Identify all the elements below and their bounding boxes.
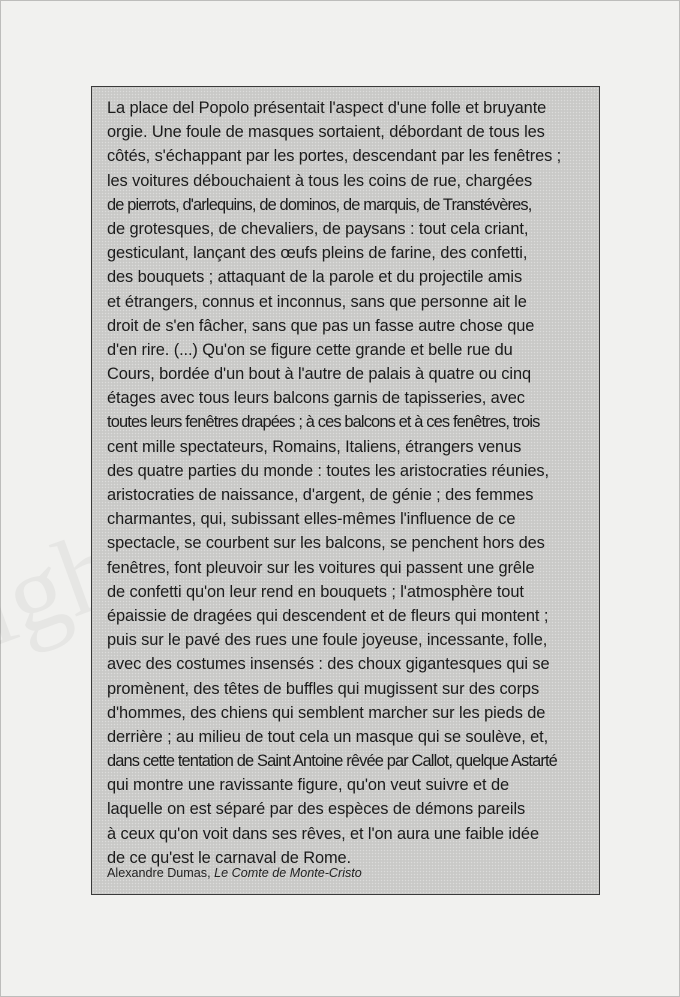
text-line: gesticulant, lançant des œufs pleins de farine, des confetti, — [107, 244, 528, 263]
text-line: toutes leurs fenêtres drapées ; à ces balcons et à ces fenêtres, trois — [107, 413, 540, 432]
text-line: La place del Popolo présentait l'aspect d'une folle et bruyante — [107, 99, 547, 117]
text-line: qui montre une ravissante figure, qu'on veut suivre et de — [107, 776, 509, 795]
text-line: droit de s'en fâcher, sans que pas un fasse autre chose que — [107, 316, 535, 335]
text-line: épaissie de dragées qui descendent et de fleurs qui montent ; — [107, 606, 549, 625]
text-line: des quatre parties du monde : toutes les aristocraties réunies, — [107, 461, 549, 480]
quote-text — [107, 96, 597, 870]
text-line: laquelle on est séparé par des espèces de démons pareils — [107, 800, 526, 819]
text-line: cent mille spectateurs, Romains, Italiens, étrangers venus — [107, 437, 522, 456]
text-line: d'hommes, des chiens qui semblent marcher sur les pieds de — [107, 703, 546, 722]
text-line: orgie. Une foule de masques sortaient, débordant de tous les — [107, 123, 545, 142]
text-line: dans cette tentation de Saint Antoine rêvée par Callot, quelque Astarté — [107, 752, 557, 771]
text-line: de ce qu'est le carnaval de Rome. — [107, 848, 352, 867]
text-line: de grotesques, de chevaliers, de paysans : tout cela criant, — [107, 219, 529, 238]
text-line: spectacle, se courbent sur les balcons, se penchent hors des — [107, 534, 545, 553]
text-line: Cours, bordée d'un bout à l'autre de palais à quatre ou cinq — [107, 365, 531, 384]
text-line: aristocraties de naissance, d'argent, de génie ; des femmes — [107, 486, 534, 504]
text-line: de confetti qu'on leur rend en bouquets ; l'atmosphère tout — [107, 582, 524, 601]
text-line: étages avec tous leurs balcons garnis de tapisseries, avec — [107, 389, 525, 408]
text-line: charmantes, qui, subissant elles-mêmes l'influence de ce — [107, 510, 516, 529]
text-line: de pierrots, d'arlequins, de dominos, de marquis, de Transtévères, — [107, 195, 532, 214]
work-title: Le Comte de Monte-Cristo — [214, 866, 362, 880]
text-line: promènent, des têtes de buffles qui mugissent sur des corps — [107, 679, 540, 698]
text-line: les voitures débouchaient à tous les coins de rue, chargées — [107, 171, 533, 190]
attribution — [107, 866, 362, 880]
text-line: puis sur le pavé des rues une foule joyeuse, incessante, folle, — [107, 631, 548, 650]
author-name: Alexandre Dumas, — [107, 866, 215, 880]
text-line: d'en rire. (...) Qu'on se figure cette grande et belle rue du — [107, 340, 513, 359]
text-line: avec des costumes insensés : des choux gigantesques qui se — [107, 655, 550, 674]
text-line: fenêtres, font pleuvoir sur les voitures qui passent une grêle — [107, 558, 535, 577]
text-line: à ceux qu'on voit dans ses rêves, et l'on aura une faible idée — [107, 824, 539, 843]
text-line: et étrangers, connus et inconnus, sans que personne ait le — [107, 292, 527, 311]
text-line: derrière ; au milieu de tout cela un masque qui se soulève, et, — [107, 727, 549, 746]
text-line: des bouquets ; attaquant de la parole et du projectile amis — [107, 268, 523, 287]
text-line: côtés, s'échappant par les portes, descendant par les fenêtres ; — [107, 147, 562, 166]
